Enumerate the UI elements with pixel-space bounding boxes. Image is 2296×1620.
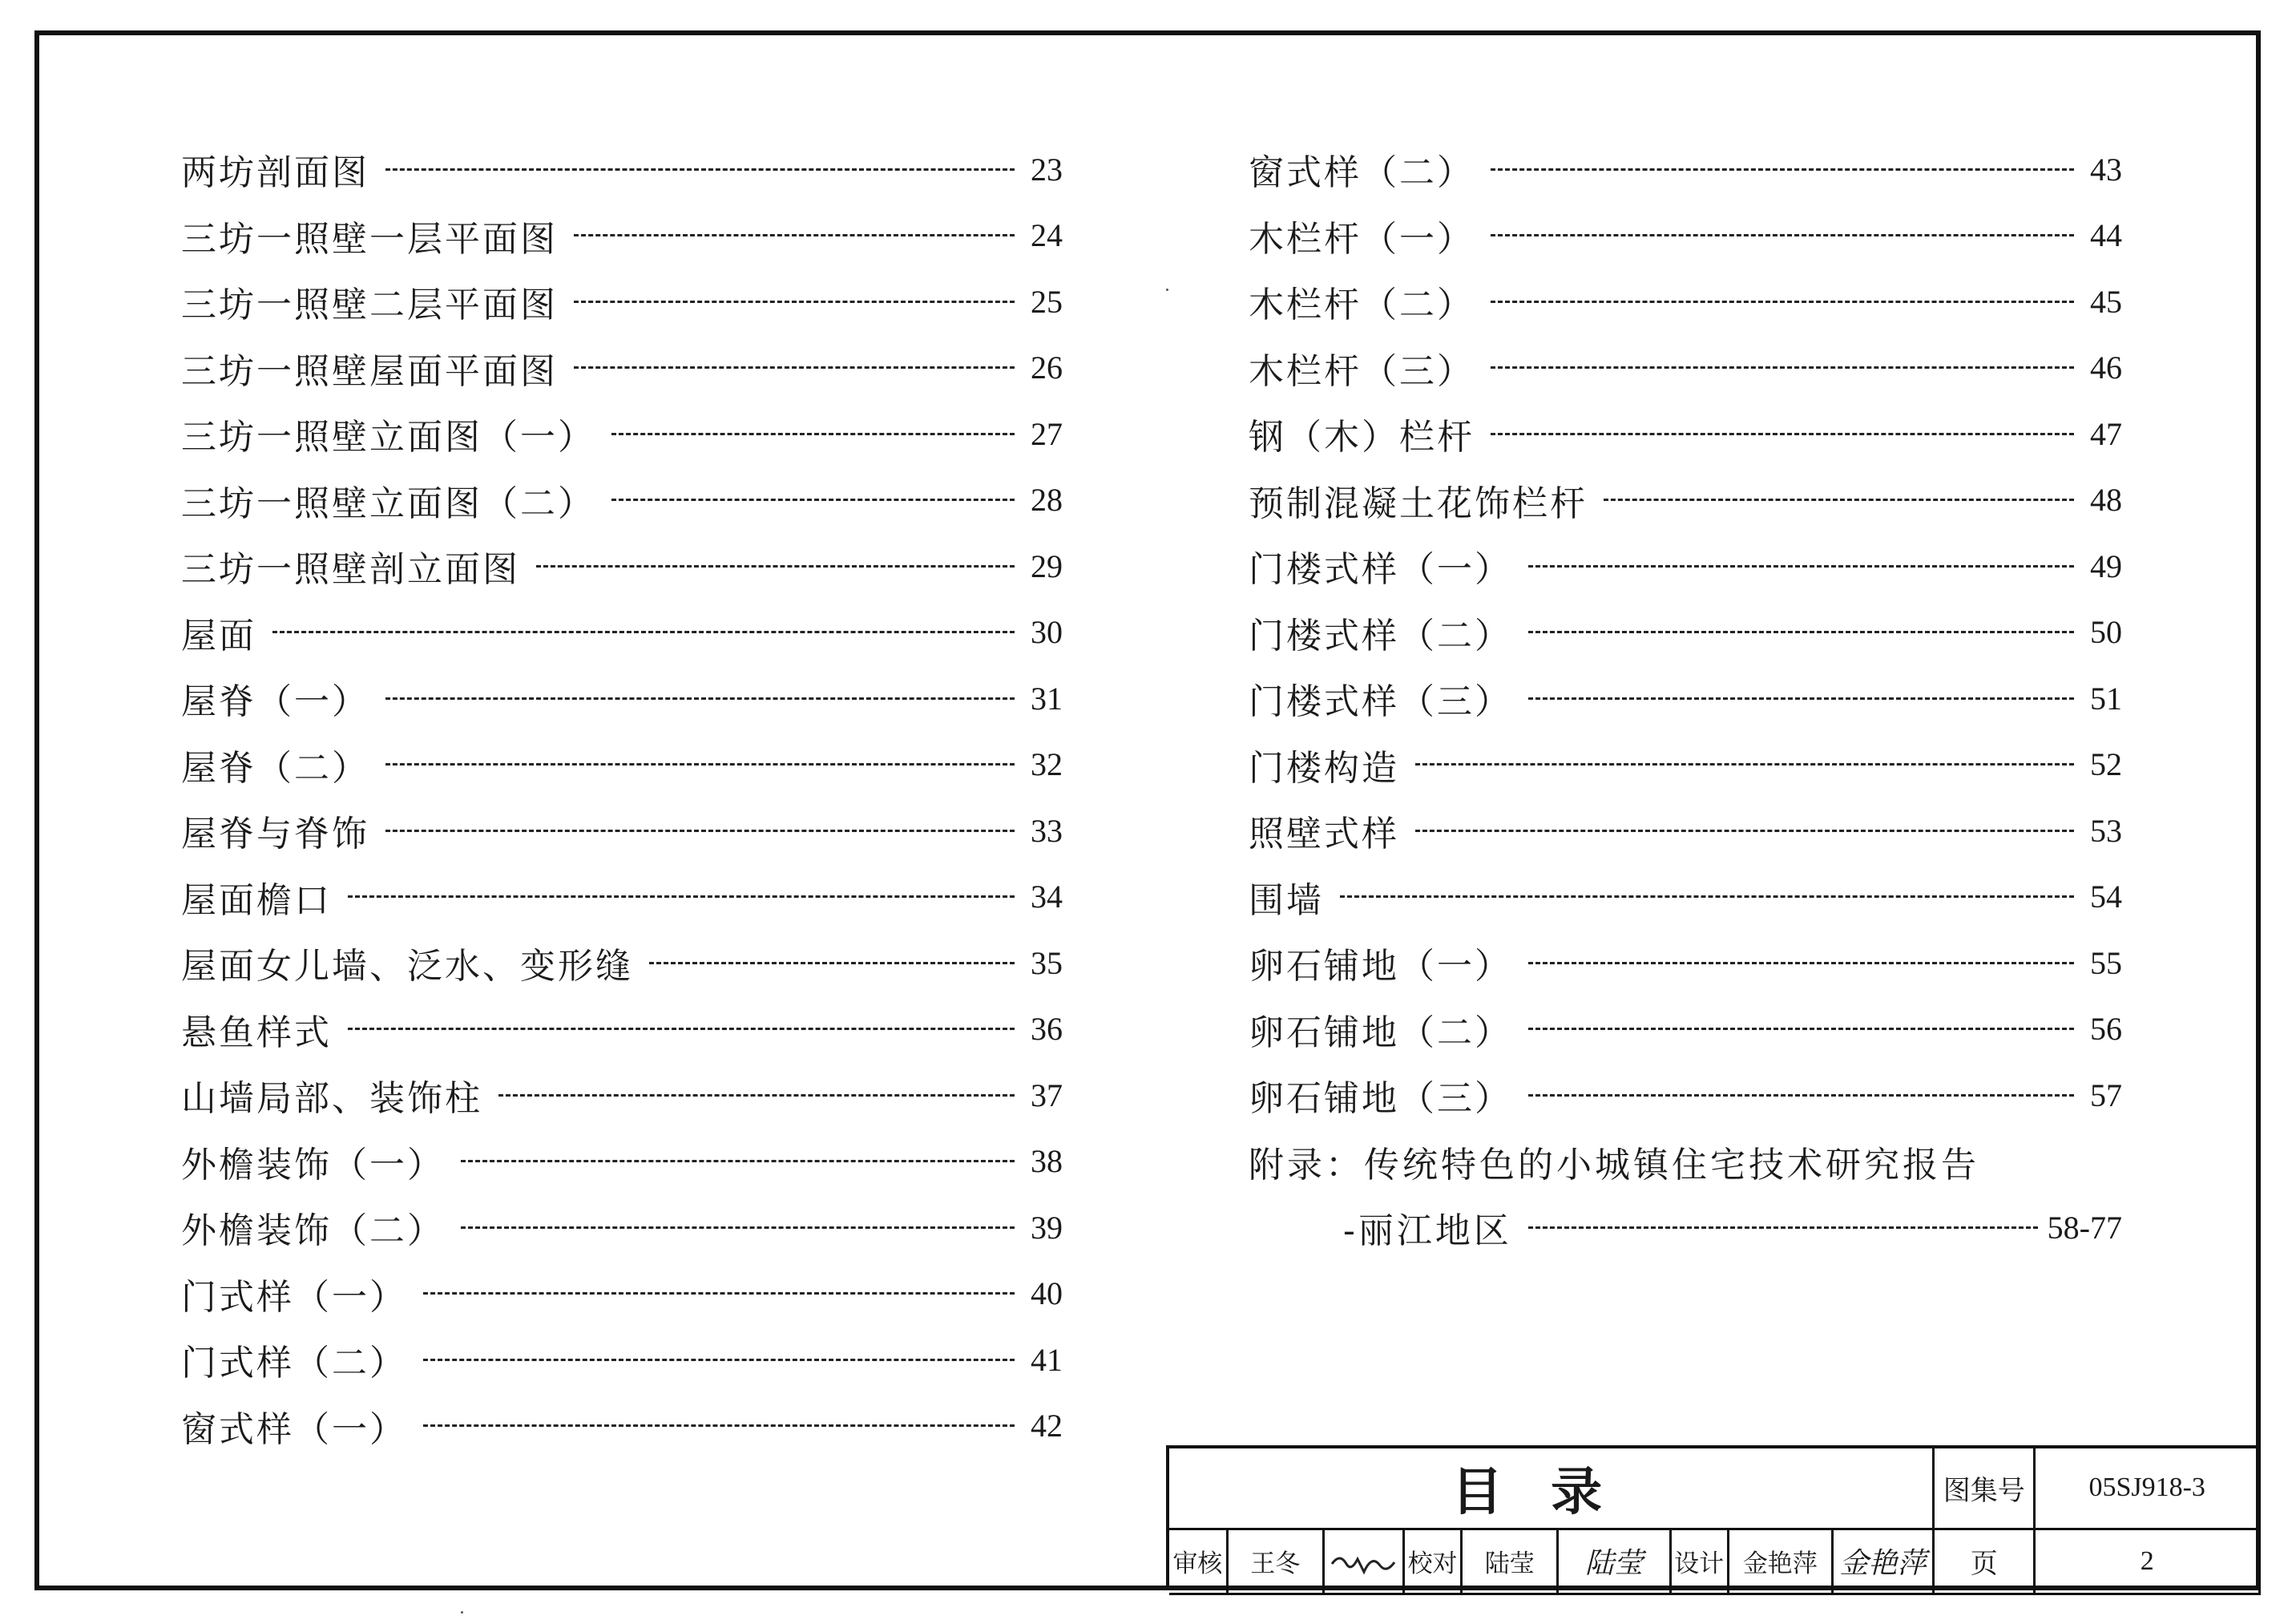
scan-speck <box>461 1611 463 1614</box>
toc-entry-title: 木栏杆（三） <box>1249 350 1475 392</box>
toc-entry-page: 33 <box>1031 812 1063 849</box>
toc-leader <box>1528 565 2074 568</box>
toc-entry-title: 三坊一照壁一层平面图 <box>181 218 558 260</box>
toc-entry-page: 48 <box>2090 482 2122 519</box>
toc-entry-page: 32 <box>1031 746 1063 783</box>
toc-entry-page: 31 <box>1031 680 1063 717</box>
atlas-number-label: 图集号 <box>1934 1448 2035 1529</box>
toc-entry-title: 两坊剖面图 <box>181 152 369 194</box>
toc-entry-title: 木栏杆（一） <box>1249 218 1475 260</box>
toc-leader <box>423 1424 1015 1427</box>
toc-entry-title: 门楼构造 <box>1249 747 1399 789</box>
toc-entry-page: 34 <box>1031 879 1063 915</box>
toc-leader <box>423 1359 1015 1361</box>
toc-entry <box>181 1327 1063 1393</box>
toc-entry-title: 卵石铺地（三） <box>1249 1078 1512 1120</box>
toc-leader <box>461 1226 1015 1229</box>
title-block <box>1166 1445 2261 1590</box>
toc-entry <box>1249 930 2122 996</box>
toc-entry-page: 45 <box>2090 283 2122 320</box>
designer-name: 金艳萍 <box>1728 1529 1832 1594</box>
toc-entry-title: 屋脊与脊饰 <box>181 814 369 855</box>
toc-entry-title: 三坊一照壁二层平面图 <box>181 285 558 326</box>
toc-entry-title: 外檐装饰（二） <box>181 1210 445 1252</box>
toc-entry <box>181 1194 1063 1261</box>
toc-entry <box>1249 798 2122 864</box>
toc-entry <box>1249 600 2122 666</box>
toc-entry <box>1249 864 2122 931</box>
reviewer-name: 王冬 <box>1227 1529 1323 1594</box>
designer-signature: 金艳萍 <box>1832 1529 1933 1594</box>
toc-entry-title: 预制混凝土花饰栏杆 <box>1249 483 1588 524</box>
toc-entry <box>181 203 1063 269</box>
toc-appendix-heading <box>1249 1129 2122 1195</box>
toc-entry-page: 39 <box>1031 1209 1063 1246</box>
toc-leader <box>1528 697 2074 700</box>
title-block-table <box>1169 1448 2261 1595</box>
toc-entry <box>181 798 1063 864</box>
toc-entry-title: 三坊一照壁立面图（二） <box>181 483 595 524</box>
toc-entry-page: 37 <box>1031 1077 1063 1113</box>
toc-appendix-page: 58-77 <box>2047 1209 2122 1246</box>
toc-entry <box>181 996 1063 1063</box>
toc-entry-title: 门楼式样（二） <box>1249 615 1512 656</box>
toc-entry-title: 照壁式样 <box>1249 814 1399 855</box>
toc-entry <box>1249 467 2122 534</box>
toc-entry <box>1249 1062 2122 1129</box>
toc-leader <box>1491 168 2074 171</box>
toc-leader <box>1528 631 2074 633</box>
toc-entry-title: 围墙 <box>1249 879 1324 921</box>
toc-leader <box>385 697 1015 700</box>
toc-entry <box>1249 996 2122 1063</box>
toc-leader <box>536 565 1015 568</box>
toc-left-column <box>181 136 1063 1459</box>
toc-entry-title: 三坊一照壁立面图（一） <box>181 417 595 459</box>
toc-appendix-subtitle: -丽江地区 <box>1343 1210 1512 1252</box>
toc-entry-page: 46 <box>2090 349 2122 386</box>
toc-leader <box>574 234 1015 236</box>
toc-entry-page: 49 <box>2090 547 2122 584</box>
toc-entry-page: 40 <box>1031 1275 1063 1312</box>
toc-entry-title: 山墙局部、装饰柱 <box>181 1078 482 1120</box>
toc-leader <box>1491 366 2074 369</box>
toc-entry-page: 55 <box>2090 944 2122 981</box>
toc-entry <box>181 1062 1063 1129</box>
toc-entry-page: 26 <box>1031 349 1063 386</box>
toc-entry-page: 42 <box>1031 1408 1063 1444</box>
toc-entry-title: 悬鱼样式 <box>181 1012 332 1053</box>
toc-leader <box>1415 830 2074 832</box>
toc-entry-title: 窗式样（二） <box>1249 152 1475 194</box>
toc-entry-title: 外檐装饰（一） <box>181 1144 445 1186</box>
toc-entry <box>1249 665 2122 732</box>
toc-entry-page: 51 <box>2090 680 2122 717</box>
toc-entry-page: 56 <box>2090 1011 2122 1048</box>
toc-leader <box>423 1292 1015 1295</box>
toc-leader <box>461 1160 1015 1162</box>
toc-entry-title: 屋面檐口 <box>181 879 332 921</box>
toc-entry <box>181 600 1063 666</box>
toc-leader <box>498 1094 1015 1097</box>
review-label: 审核 <box>1169 1529 1227 1594</box>
checker-signature: 陆莹 <box>1558 1529 1670 1594</box>
toc-entry-title: 三坊一照壁剖立面图 <box>181 549 520 591</box>
reviewer-signature <box>1327 1540 1399 1580</box>
toc-entry-title: 木栏杆（二） <box>1249 285 1475 326</box>
toc-entry-title: 卵石铺地（一） <box>1249 946 1512 988</box>
toc-leader <box>1528 962 2074 964</box>
toc-entry-title: 屋脊（二） <box>181 747 369 789</box>
toc-entry <box>181 930 1063 996</box>
toc-leader <box>1491 301 2074 303</box>
toc-leader <box>272 631 1015 633</box>
toc-entry-page: 27 <box>1031 415 1063 452</box>
checker-name: 陆莹 <box>1462 1529 1558 1594</box>
toc-entry <box>1249 732 2122 798</box>
toc-entry-page: 43 <box>2090 151 2122 188</box>
toc-entry-page: 38 <box>1031 1143 1063 1180</box>
toc-leader <box>574 366 1015 369</box>
toc-entry-page: 25 <box>1031 283 1063 320</box>
toc-entry <box>1249 203 2122 269</box>
toc-entry <box>181 467 1063 534</box>
toc-entry-title: 门楼式样（一） <box>1249 549 1512 591</box>
toc-entry-page: 44 <box>2090 217 2122 254</box>
toc-entry-page: 52 <box>2090 746 2122 783</box>
toc-leader <box>1528 1028 2074 1030</box>
toc-leader <box>1528 1094 2074 1097</box>
toc-entry <box>1249 401 2122 467</box>
toc-entry-title: 卵石铺地（二） <box>1249 1012 1512 1053</box>
toc-entry <box>181 269 1063 335</box>
toc-entry <box>1249 269 2122 335</box>
toc-entry-title: 窗式样（一） <box>181 1408 407 1450</box>
toc-entry-page: 47 <box>2090 415 2122 452</box>
toc-entry-title: 屋面 <box>181 615 256 656</box>
toc-leader <box>574 301 1015 303</box>
toc-leader <box>348 1028 1015 1030</box>
toc-leader <box>1491 433 2074 435</box>
toc-right-column <box>1249 136 2122 1261</box>
toc-entry-page: 28 <box>1031 482 1063 519</box>
toc-leader <box>1340 895 2074 898</box>
toc-entry-title: 屋面女儿墙、泛水、变形缝 <box>181 946 633 988</box>
toc-entry-title: 三坊一照壁屋面平面图 <box>181 350 558 392</box>
toc-entry-page: 57 <box>2090 1077 2122 1113</box>
toc-leader <box>649 962 1015 964</box>
toc-appendix-title: 附录：传统特色的小城镇住宅技术研究报告 <box>1249 1144 1979 1186</box>
toc-leader <box>385 763 1015 766</box>
toc-entry-page: 41 <box>1031 1341 1063 1378</box>
toc-entry-page: 54 <box>2090 879 2122 915</box>
check-label: 校对 <box>1404 1529 1462 1594</box>
toc-entry-page: 23 <box>1031 151 1063 188</box>
toc-entry <box>1249 335 2122 402</box>
page-label: 页 <box>1934 1529 2035 1594</box>
toc-entry <box>181 533 1063 600</box>
toc-entry-page: 35 <box>1031 944 1063 981</box>
toc-leader <box>348 895 1015 898</box>
toc-entry-title: 钢（木）栏杆 <box>1249 417 1475 459</box>
toc-entry <box>1249 136 2122 203</box>
design-label: 设计 <box>1670 1529 1728 1594</box>
toc-leader <box>611 499 1015 501</box>
toc-entry <box>181 136 1063 203</box>
toc-entry-page: 36 <box>1031 1011 1063 1048</box>
toc-leader <box>1491 234 2074 236</box>
toc-leader <box>385 830 1015 832</box>
toc-entry <box>181 1261 1063 1327</box>
toc-entry <box>181 665 1063 732</box>
drawing-title-cell <box>1169 1448 1934 1529</box>
page-number: 2 <box>2035 1529 2260 1594</box>
toc-entry-page: 29 <box>1031 547 1063 584</box>
toc-entry-page: 50 <box>2090 614 2122 651</box>
toc-entry-title: 门式样（二） <box>181 1343 407 1384</box>
toc-entry <box>181 335 1063 402</box>
toc-entry-title: 门楼式样（三） <box>1249 681 1512 723</box>
toc-entry-title: 门式样（一） <box>181 1276 407 1318</box>
toc-entry <box>181 732 1063 798</box>
toc-leader <box>1528 1226 2038 1229</box>
toc-entry-page: 24 <box>1031 217 1063 254</box>
toc-leader <box>385 168 1015 171</box>
toc-leader <box>1604 499 2074 501</box>
toc-entry <box>181 401 1063 467</box>
toc-leader <box>611 433 1015 435</box>
toc-leader <box>1415 763 2074 766</box>
toc-entry <box>181 1393 1063 1460</box>
scan-speck <box>1166 289 1168 291</box>
toc-entry-page: 53 <box>2090 812 2122 849</box>
toc-entry-title: 屋脊（一） <box>181 681 369 723</box>
drawing-title: 目录 <box>1451 1463 1651 1523</box>
toc-entry <box>181 864 1063 931</box>
reviewer-signature-cell <box>1323 1529 1403 1594</box>
toc-appendix-entry <box>1249 1194 2122 1261</box>
toc-entry <box>181 1129 1063 1195</box>
atlas-number: 05SJ918-3 <box>2035 1448 2260 1529</box>
toc-right-rows <box>1249 136 2122 1129</box>
toc-entry <box>1249 533 2122 600</box>
toc-entry-page: 30 <box>1031 614 1063 651</box>
